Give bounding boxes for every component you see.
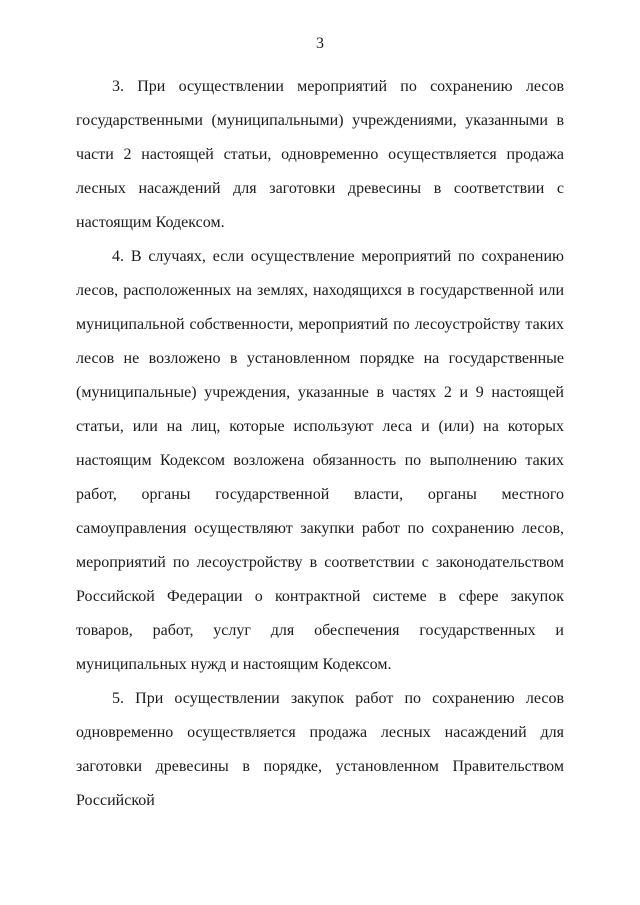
- page-number: 3: [316, 35, 324, 52]
- document-body: [76, 70, 564, 818]
- paragraph-5: 5. При осуществлении закупок работ по сохранению лесов одновременно осуществляется продажа лесных насаждений для заготовки древесины в порядке, установленном Правительством Российской: [76, 690, 564, 809]
- paragraph-3: 3. При осуществлении мероприятий по сохранению лесов государственными (муниципальными) учреждениями, указанными в части 2 настоящей статьи, одновременно осуществляется продажа лесных насаждений для заготовки древесины в соответствии с настоящим Кодексом.: [76, 78, 564, 231]
- paragraph-4: 4. В случаях, если осуществление мероприятий по сохранению лесов, расположенных на землях, находящихся в государственной или муниципальной собственности, мероприятий по лесоустройству таких лесов не возложено в установленном порядке на государственные (муниципальные) учреждения, указанные в частях 2 и 9 настоящей статьи, или на лиц, которые используют леса и (или) на которых настоящим Кодексом возложена обязанность по выполнению таких работ, органы государственной власти, органы местного самоуправления осуществляют закупки работ по сохранению лесов, мероприятий по лесоустройству в соответствии с законодательством Российской Федерации о контрактной системе в сфере закупок товаров, работ, услуг для обеспечения государственных и муниципальных нужд и настоящим Кодексом.: [76, 248, 564, 673]
